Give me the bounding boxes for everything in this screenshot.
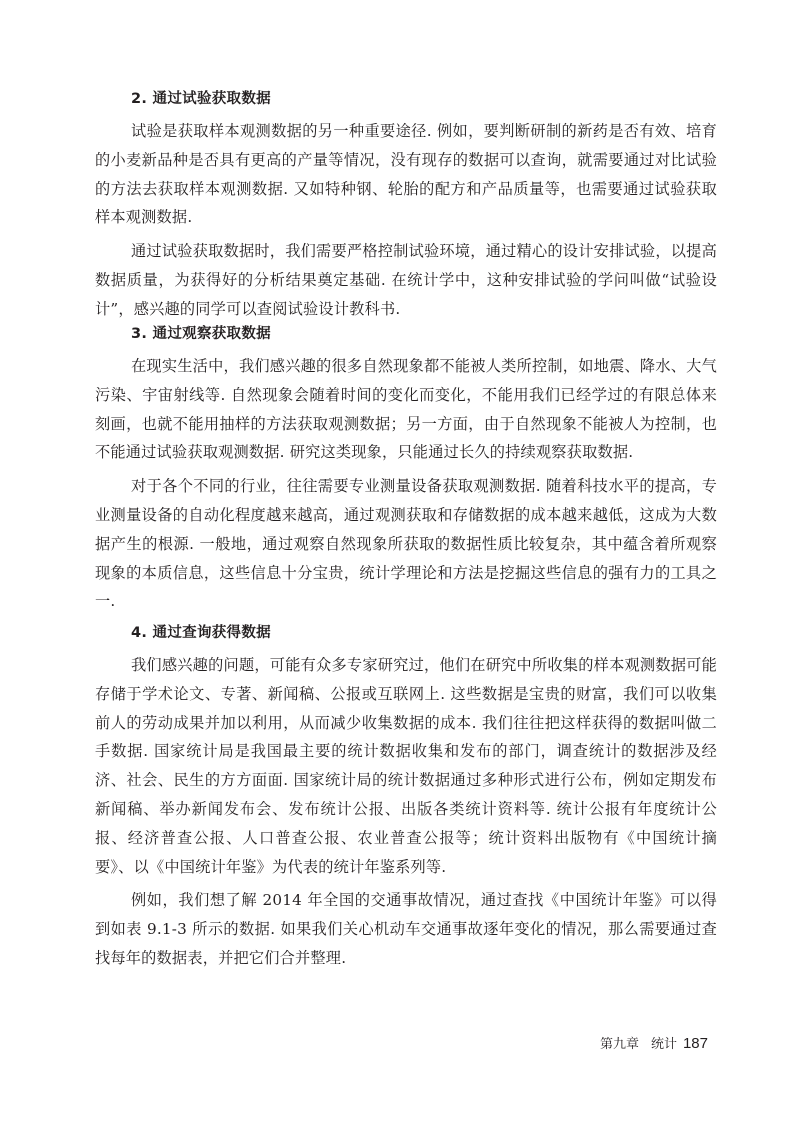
- paragraph: 在现实生活中，我们感兴趣的很多自然现象都不能被人类所控制，如地震、降水、大气污染、宇宙射线等. 自然现象会随着时间的变化而变化，不能用我们已经学过的有限总体来刻画，也就不能用抽样的方法获取观测数据；另一方面，由于自然现象不能被人为控制，也不能通过试验获取观测数据. 研究这类现象，只能通过长久的持续观察获取数据.: [95, 357, 717, 462]
- section-heading: 2. 通过试验获取数据: [131, 91, 271, 107]
- page-number: 187: [682, 1035, 708, 1052]
- paragraph: 通过试验获取数据时，我们需要严格控制试验环境，通过精心的设计安排试验，以提高数据质量，为获得好的分析结果奠定基础. 在统计学中，这种安排试验的学问叫做“试验设计”，感兴趣的同学可以查阅试验设计教科书.: [95, 242, 717, 318]
- page-footer: [600, 1034, 708, 1055]
- footer-subject: 统计: [650, 1037, 677, 1052]
- section-query: [95, 623, 717, 973]
- section-heading: 3. 通过观察获取数据: [131, 326, 271, 342]
- section-heading: 4. 通过查询获得数据: [131, 625, 271, 641]
- paragraph: 例如，我们想了解 2014 年全国的交通事故情况，通过查找《中国统计年鉴》可以得到如表 9.1-3 所示的数据. 如果我们关心机动车交通事故逐年变化的情况，那么需要通过查找每年的数据表，并把它们合并整理.: [95, 891, 717, 967]
- section-experiment: [95, 89, 717, 324]
- paragraph: 我们感兴趣的问题，可能有众多专家研究过，他们在研究中所收集的样本观测数据可能存储于学术论文、专著、新闻稿、公报或互联网上. 这些数据是宝贵的财富，我们可以收集前人的劳动成果并加以利用，从而减少收集数据的成本. 我们往往把这样获得的数据叫做二手数据. 国家统计局是我国最主要的统计数据收集和发布的部门，调查统计的数据涉及经济、社会、民生的方方面面. 国家统计局的统计数据通过多种形式进行公布，例如定期发布新闻稿、举办新闻发布会、发布统计公报、出版各类统计资料等. 统计公报有年度统计公报、经济普查公报、人口普查公报、农业普查公报等；统计资料出版物有《中国统计摘要》、以《中国统计年鉴》为代表的统计年鉴系列等.: [95, 656, 717, 876]
- section-observation: [95, 324, 717, 616]
- footer-chapter: 第九章: [599, 1037, 639, 1052]
- paragraph: 试验是获取样本观测数据的另一种重要途径. 例如，要判断研制的新药是否有效、培育的小麦新品种是否具有更高的产量等情况，没有现存的数据可以查询，就需要通过对比试验的方法去获取样本观测数据. 又如特种钢、轮胎的配方和产品质量等，也需要通过试验获取样本观测数据.: [95, 122, 717, 227]
- paragraph: 对于各个不同的行业，往往需要专业测量设备获取观测数据. 随着科技水平的提高，专业测量设备的自动化程度越来越高，通过观测获取和存储数据的成本越来越低，这成为大数据产生的根源. 一般地，通过观察自然现象所获取的数据性质比较复杂，其中蕴含着所观察现象的本质信息，这些信息十分宝贵，统计学理论和方法是挖掘这些信息的强有力的工具之一.: [95, 477, 717, 611]
